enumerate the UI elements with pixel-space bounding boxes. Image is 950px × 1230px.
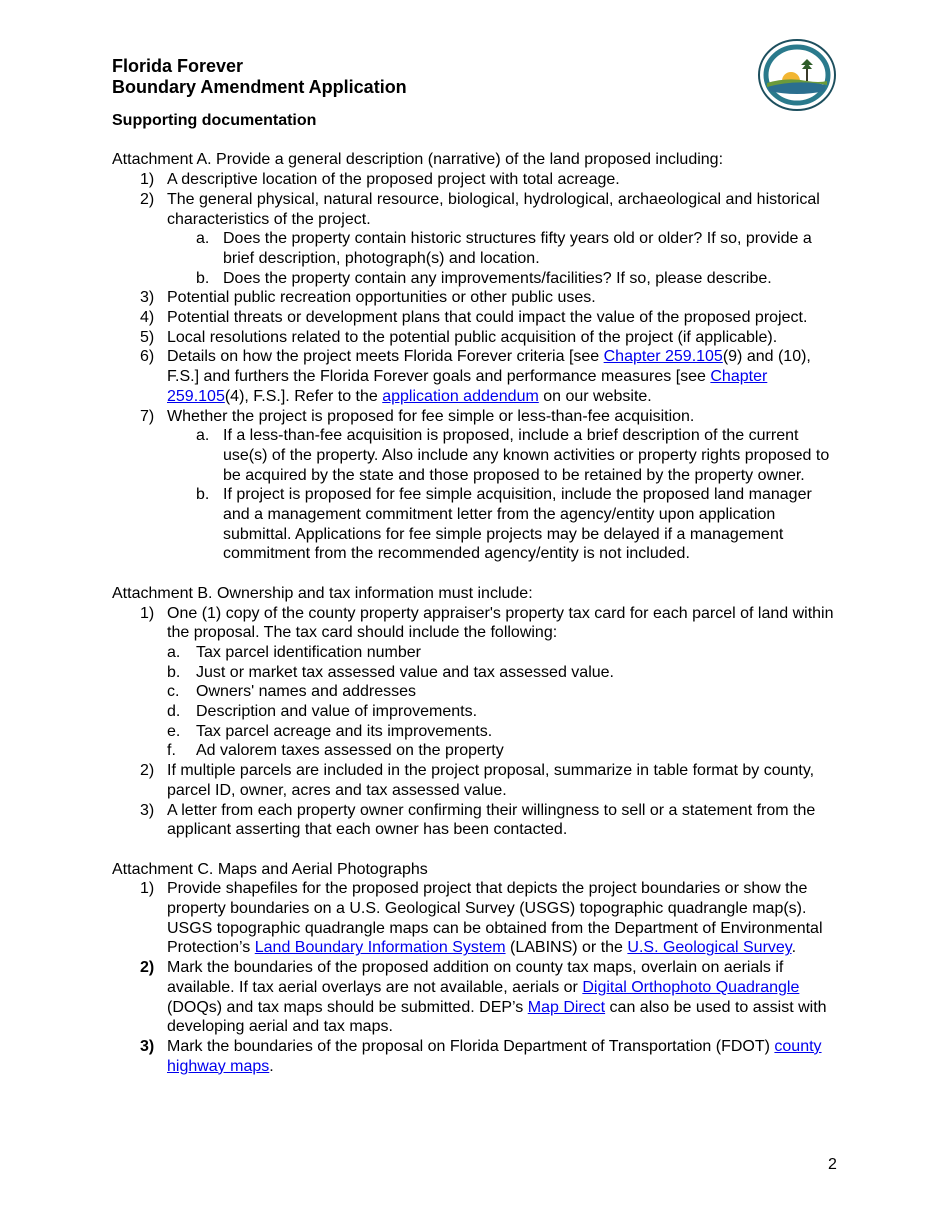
attachment-c-intro: Attachment C. Maps and Aerial Photographs [112, 860, 428, 878]
labins-link[interactable]: Land Boundary Information System [254, 939, 506, 957]
document-body [112, 111, 842, 1076]
application-addendum-link[interactable]: application addendum [382, 387, 539, 405]
list-item: 2) If multiple parcels are included in the project proposal, summarize in table format by county, parcel ID, owner, acres and tax assessed value. [140, 762, 815, 799]
list-item: 7) Whether the project is proposed for fee simple or less-than-fee acquisition. [140, 407, 695, 425]
list-item: 2) Mark the boundaries of the proposed addition on county tax maps, overlain on aerials if available. If tax aerial overlays are not available, aerials or Digital Orthophoto Quadrangle (DOQs) and tax maps should be submitted. DEP’s Map Direct can also be used to assist with developing aerial and tax maps. [140, 959, 827, 1036]
list-item: 3) Mark the boundaries of the proposal on Florida Department of Transportation (FDOT) county highway maps. [140, 1038, 822, 1075]
list-subitem: c. Owners' names and addresses [167, 683, 417, 701]
dep-seal-logo [757, 39, 837, 111]
list-subitem: d. Description and value of improvements. [167, 703, 478, 721]
usgs-link[interactable]: U.S. Geological Survey [627, 939, 792, 957]
list-item: 6) Details on how the project meets Florida Forever criteria [see Chapter 259.105(9) and (10), F.S.] and furthers the Florida Forever goals and performance measures [see Chapter 259.105(4), F.S.]. Refer to the application addendum on our website. [140, 348, 811, 405]
list-subitem: b. If project is proposed for fee simple acquisition, include the proposed land manager and a management commitment letter from the agency/entity upon application submittal. Applications for fee simple projects may be delayed if a management commitment from the recommended agency/entity is not included. [196, 486, 812, 563]
list-item: 3) Potential public recreation opportunities or other public uses. [140, 289, 596, 307]
list-subitem: b. Just or market tax assessed value and tax assessed value. [167, 663, 614, 681]
section-title: Supporting documentation [112, 112, 317, 129]
list-subitem: a. Tax parcel identification number [167, 643, 422, 661]
header-title: Florida Forever [112, 56, 244, 76]
document-header [112, 56, 407, 98]
attachment-b-intro: Attachment B. Ownership and tax information must include: [112, 584, 533, 602]
page-number: 2 [828, 1156, 837, 1173]
list-item: 3) A letter from each property owner confirming their willingness to sell or a statement from the applicant asserting that each owner has been contacted. [140, 801, 816, 839]
map-direct-link[interactable]: Map Direct [527, 998, 606, 1016]
chapter-259-105-link[interactable]: Chapter 259.105 [603, 348, 723, 366]
list-item: 1) A descriptive location of the proposed project with total acreage. [140, 171, 620, 189]
list-item: 1) One (1) copy of the county property appraiser's property tax card for each parcel of land within the proposal. The tax card should include the following: [140, 604, 834, 642]
list-subitem: a. If a less-than-fee acquisition is proposed, include a brief description of the current use(s) of the property. Also include any known activities or property rights proposed to be acquired by the state and those proposed to be retained by the property owner. [196, 427, 830, 484]
list-subitem: e. Tax parcel acreage and its improvements. [167, 722, 493, 740]
list-item: 1) Provide shapefiles for the proposed project that depicts the project boundaries or show the property boundaries on a U.S. Geological Survey (USGS) topographic quadrangle map(s). USGS topographic quadrangle maps can be obtained from the Department of Environmental Protection’s Land Boundary Information System (LABINS) or the U.S. Geological Survey. [140, 880, 823, 957]
attachment-a-intro: Attachment A. Provide a general description (narrative) of the land proposed including: [112, 151, 724, 169]
chapter-259-105-link-2[interactable]: Chapter 259.105 [167, 368, 768, 405]
list-subitem: f. Ad valorem taxes assessed on the property [167, 742, 504, 760]
header-subtitle: Boundary Amendment Application [112, 77, 407, 97]
county-highway-maps-link[interactable]: county highway maps [167, 1038, 822, 1075]
doq-link[interactable]: Digital Orthophoto Quadrangle [582, 978, 800, 996]
list-subitem: a. Does the property contain historic structures fifty years old or older? If so, provide a brief description, photograph(s) and location. [196, 230, 812, 267]
list-subitem: b. Does the property contain any improvements/facilities? If so, please describe. [196, 269, 772, 287]
list-item: 2) The general physical, natural resource, biological, hydrological, archaeological and historical characteristics of the project. [140, 190, 820, 228]
list-item: 4) Potential threats or development plans that could impact the value of the proposed project. [140, 309, 808, 327]
list-item: 5) Local resolutions related to the potential public acquisition of the project (if applicable). [140, 328, 778, 346]
